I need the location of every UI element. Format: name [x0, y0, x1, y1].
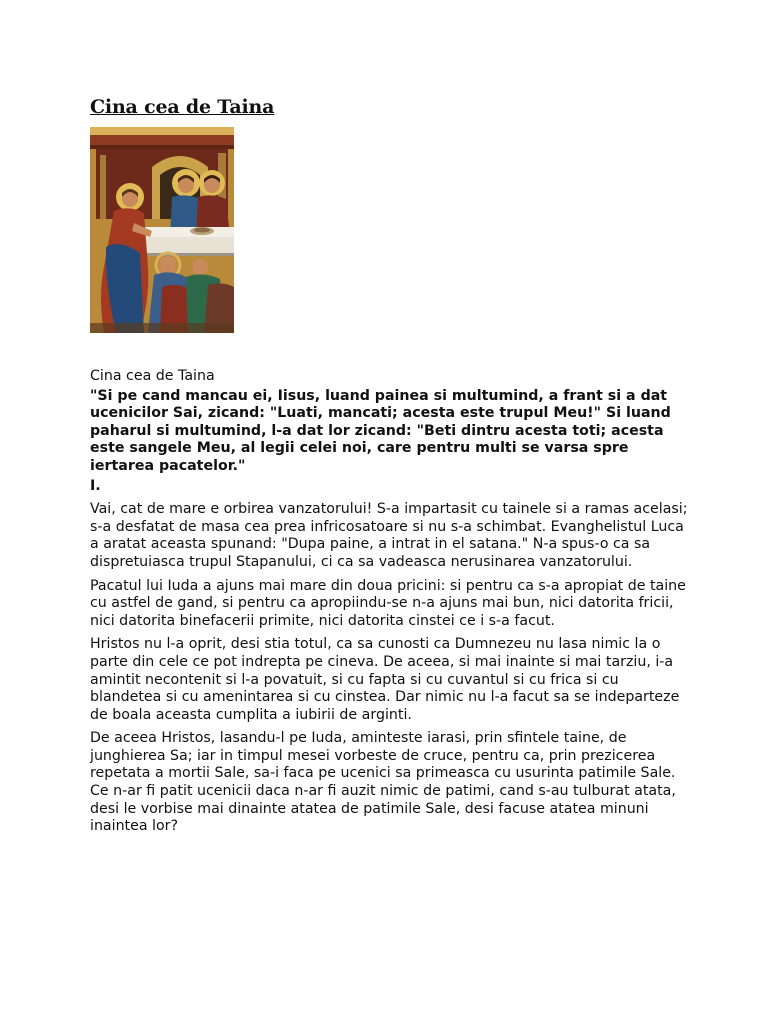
page-title: Cina cea de Taina — [90, 96, 275, 118]
paragraph: Pacatul lui Iuda a ajuns mai mare din doua pricini: si pentru ca s-a apropiat de taine cu astfel de gand, si pentru ca apropiindu-se n-a ajuns mai bun, nici datorita fricii, nici datorita binefacerii primite, nici datorita cinstei ce i s-a facut. — [90, 577, 686, 629]
document-subtitle: Cina cea de Taina — [90, 368, 215, 384]
document-body — [90, 368, 690, 842]
scripture-quote: "Si pe cand mancau ei, Iisus, luand painea si multumind, a frant si a dat ucenicilor Sai, zicand: "Luati, mancati; acesta este trupul Meu!" Si luand paharul si multumind, l-a dat lor zicand: "Beti dintru acesta toti; acesta este sangele Meu, al legii celei noi, care pentru multi se varsa spre iertarea pacatelor." — [90, 387, 671, 474]
paragraph: Hristos nu l-a oprit, desi stia totul, ca sa cunosti ca Dumnezeu nu lasa nimic la o parte din cele ce pot indrepta pe cineva. De aceea, si mai inainte si mai tarziu, i-a amintit necontenit si l-a povatuit, si cu fapta si cu cuvantul si cu frica si cu blandetea si cu amenintarea si cu cinstea. Dar nimic nu l-a facut sa se indeparteze de boala aceasta cumplita a iubirii de arginti. — [90, 636, 680, 723]
section-heading: I. — [90, 477, 101, 494]
paragraph: Vai, cat de mare e orbirea vanzatorului! S-a impartasit cu tainele si a ramas acelasi; s-a desfatat de masa cea prea infricosatoare si nu s-a schimbat. Evanghelistul Luca a aratat aceasta spunand: "Dupa paine, a intrat in el satana." N-a spus-o ca sa dispretuiasca trupul Stapanului, ci ca sa vadeasca nerusinarea vanzatorului. — [90, 501, 688, 570]
last-supper-icon-image — [90, 127, 234, 333]
paragraph: De aceea Hristos, lasandu-l pe Iuda, aminteste iarasi, prin sfintele taine, de junghierea Sa; iar in timpul mesei vorbeste de cruce, pentru ca, prin prezicerea repetata a mortii Sale, sa-i faca pe ucenici sa primeasca cu usurinta patimile Sale. Ce n-ar fi patit ucenicii daca n-ar fi auzit nimic de patimi, cand s-au tulburat atata, desi le vorbise mai dinainte atatea de patimile Sale, desi facuse atatea minuni inaintea lor? — [90, 730, 676, 835]
